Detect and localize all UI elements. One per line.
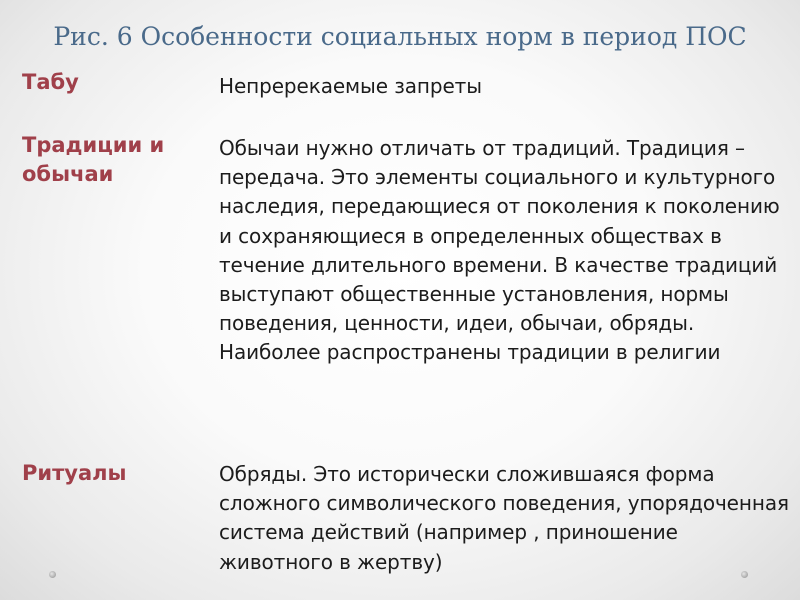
- definition-traditions-customs: Обычаи нужно отличать от традиций. Традиция – передача. Это элементы социального и культурного наследия, передающиеся от поколения к поколению и сохраняющиеся в определенных обществах в течение длительного времени. В качестве традиций выступают общественные установления, нормы поведения, ценности, идеи, обычаи, обряды. Наиболее распространены традиции в религии: [219, 136, 780, 365]
- term-rituals: Ритуалы: [22, 461, 127, 485]
- definition-rituals: Обряды. Это исторически сложившаяся форма сложного символического поведения, упорядоченная система действий (например , приношение животного в жертву): [219, 462, 789, 574]
- corner-dot-left: [49, 571, 56, 578]
- term-tabu: Табу: [22, 70, 79, 94]
- corner-dot-right: [741, 571, 748, 578]
- slide-title: Рис. 6 Особенности социальных норм в период ПОС: [53, 22, 747, 51]
- term-traditions-customs: Традиции и обычаи: [22, 133, 165, 186]
- definition-tabu: Непререкаемые запреты: [219, 74, 482, 98]
